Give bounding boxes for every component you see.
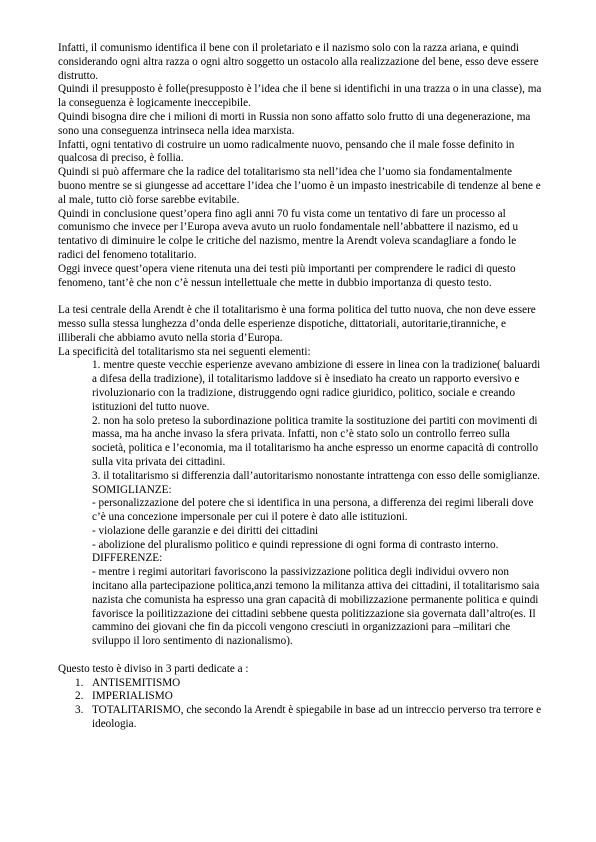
list-item bbox=[75, 704, 542, 732]
paragraph: Quindi il presupposto è folle(presupposto è l’idea che il bene si identifichi in una trazza o in una classe), ma la conseguenza è logicamente ineccepibile. bbox=[58, 83, 542, 110]
paragraph: Oggi invece quest’opera viene ritenuta una dei testi più importanti per comprendere le radici di questo fenomeno, tant’è che non c’è nessun intellettuale che mette in dubbio importanza di questo testo. bbox=[58, 262, 516, 289]
list-number: 3. bbox=[75, 704, 84, 717]
difference-item: - mentre i regimi autoritari favoriscono la passivizzazione politica degli individui ovvero non incitano alla partecipazione politica,anzi temono la militanza attiva dei cittadini, il totalitarismo saia nazista che comunista ha espresso una gran capacità di mobilizzazione permanente politica e quindi favorisce la poilitizzazione dei cittadini sebbene questa politizzazione sia governata dall’altro(es. Il cammino dei giovani che fin da piccoli vengono cresciuti in organizzazioni para –militari che sviluppo il loro sentimento di nazionalismo). bbox=[92, 566, 540, 648]
paragraph: Quindi si può affermare che la radice del totalitarismo sta nell’idea che l’uomo sia fondamentalmente buono mentre se si giungesse ad accettare l’idea che l’uomo è un impasto inestricabile di tendenze al bene e al male, tutto ciò forse sarebbe evitabile. bbox=[58, 166, 541, 206]
paragraph-gap bbox=[58, 290, 542, 304]
paragraph: Quindi bisogna dire che i milioni di morti in Russia non sono affatto solo frutto di una degenerazione, ma sono una conseguenza intrinseca nella idea marxista. bbox=[58, 110, 531, 137]
paragraph: Infatti, ogni tentativo di costruire un uomo radicalmente nuovo, pensando che il male fosse definito in qualcosa di preciso, è follia. bbox=[58, 138, 515, 165]
similarity-item: - violazione delle garanzie e dei diritti dei cittadini bbox=[92, 524, 319, 537]
similarity-item: - abolizione del pluralismo politico e quindi repressione di ogni forma di contrasto interno. bbox=[92, 538, 499, 551]
element-item: 1. mentre queste vecchie esperienze avevano ambizione di essere in linea con la tradizione( baluardi a difesa della tradizione), il totalitarismo laddove si è insediato ha creato un rapporto eversivo e rivoluzionario con la tradizione, distruggendo ogni radice giuridico, politico, sociale e creando istituzioni del tutto nuove. bbox=[92, 359, 541, 413]
paragraph: Quindi in conclusione quest’opera fino agli anni 70 fu vista come un tentativo di fare un processo al comunismo che invece per l’Europa aveva avuto un ruolo fondamentale nell’abbattere il nazismo, ed u tentativo di diminuire le colpe le critiche del nazismo, mentre la Arendt voleva scandagliare a fondo le radici del fenomeno totalitario. bbox=[58, 207, 519, 261]
paragraph: Infatti, il comunismo identifica il bene con il proletariato e il nazismo solo con la razza ariana, e quindi considerando ogni altra razza o ogni altro soggetto un ostacolo alla realizzazione del bene, esso deve essere distrutto. bbox=[58, 42, 539, 82]
document-page bbox=[58, 42, 542, 732]
differences-heading: DIFFERENZE: bbox=[92, 552, 163, 565]
list-number: 1. bbox=[75, 676, 84, 689]
similarity-item: - personalizzazione del potere che si identifica in una persona, a differenza dei regimi liberali dove c’è una concezione impersonale per cui il potere è dato alle istituzioni. bbox=[92, 497, 534, 524]
list-item bbox=[75, 690, 542, 704]
thesis-paragraph: La tesi centrale della Arendt è che il totalitarismo è una forma politica del tutto nuova, che non deve essere messo sulla stessa lunghezza d’onda delle esperienze dispotiche, dittatoriali, autoritarie,tiranniche, e illiberali che abbiamo avuto nella storia d’Europa. bbox=[58, 304, 536, 344]
paragraph-gap bbox=[58, 649, 542, 663]
element-item: 2. non ha solo preteso la subordinazione politica tramite la sostituzione dei partiti con movimenti di massa, ma ha anche invaso la sfera privata. Infatti, non c’è stato solo un controllo ferreo sulla società, politica e l’economia, ma il totalitarismo ha anche espresso un enorme capacità di controllo sulla vita privata dei cittadini. bbox=[92, 414, 539, 468]
similarities-heading: SOMIGLIANZE: bbox=[92, 483, 172, 496]
list-item-text: ANTISEMITISMO bbox=[92, 676, 181, 689]
list-item-text: TOTALITARISMO, che secondo la Arendt è spiegabile in base ad un intreccio perverso tra terrore e ideologia. bbox=[92, 704, 542, 731]
parts-lead: Questo testo è diviso in 3 parti dedicate a : bbox=[58, 662, 249, 675]
elements-lead: La specificità del totalitarismo sta nei seguenti elementi: bbox=[58, 345, 311, 358]
parts-list bbox=[58, 677, 542, 732]
list-item-text: IMPERIALISMO bbox=[92, 690, 173, 703]
list-number: 2. bbox=[75, 690, 84, 703]
element-item: 3. il totalitarismo si differenzia dall’autoritarismo nonostante intrattenga con esso delle somiglianze. bbox=[92, 469, 541, 482]
list-item bbox=[75, 676, 542, 691]
